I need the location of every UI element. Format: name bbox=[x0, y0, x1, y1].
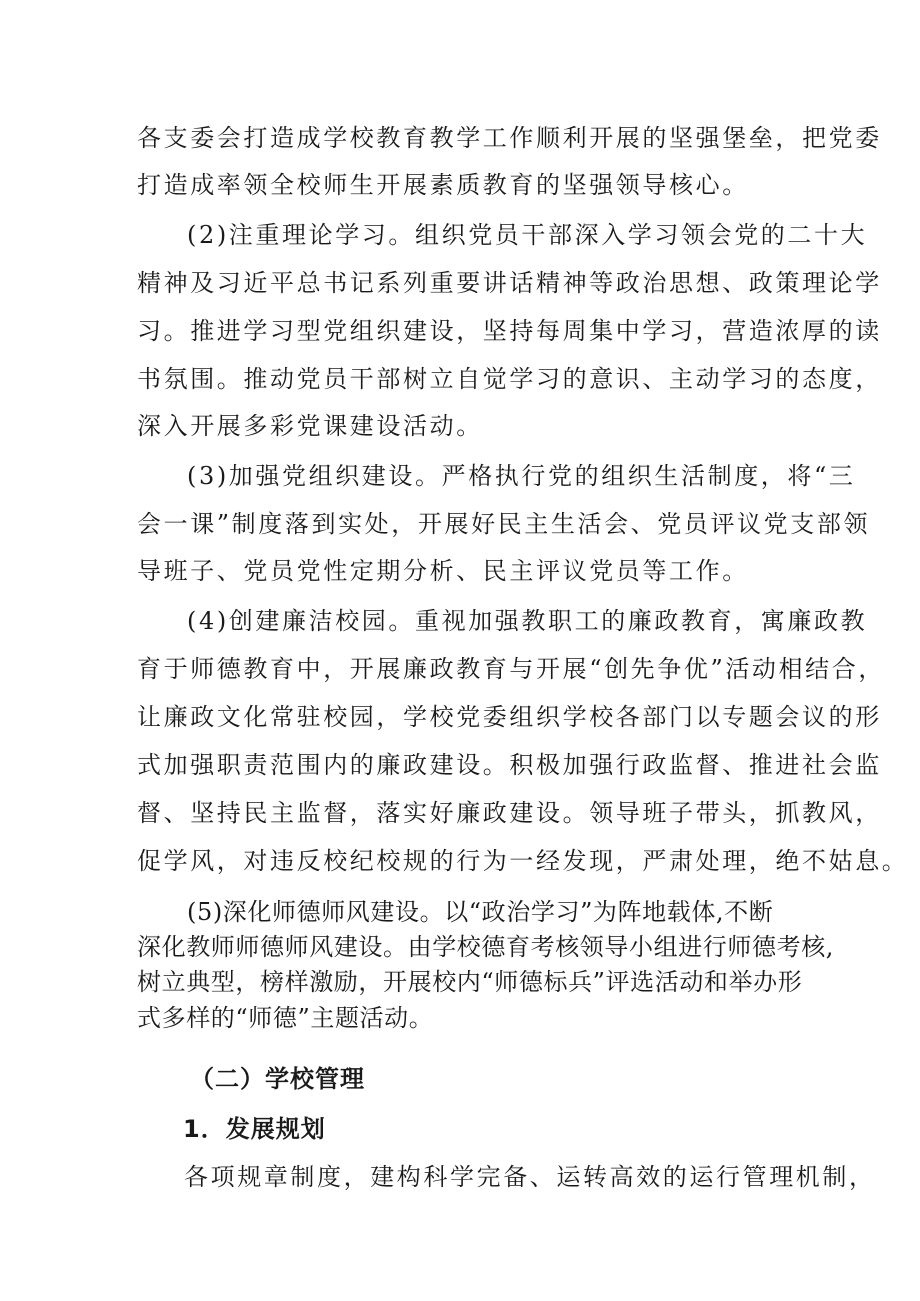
section-heading: （二）学校管理 bbox=[190, 1065, 365, 1093]
item2-line-2: 精神及习近平总书记系列重要讲话精神等政治思想、政策理论学 bbox=[137, 269, 882, 297]
item4-line-5: 督、坚持民主监督，落实好廉政建设。领导班子带头，抓教风， bbox=[137, 799, 882, 827]
item4-line-1: (4)创建廉洁校园。重视加强教职工的廉政教育，寓廉政教 bbox=[187, 607, 868, 635]
item4-line-4: 式加强职责范围内的廉政建设。积极加强行政监督、推进社会监 bbox=[137, 751, 882, 779]
item3-line-2: 会一课”制度落到实处，开展好民主生活会、党员评议党支部领 bbox=[137, 510, 871, 538]
item5-line-1: (5)深化师德师风建设。以“政治学习”为阵地载体,不断 bbox=[187, 898, 774, 926]
intro-line-1: 各支委会打造成学校教育教学工作顺利开展的坚强堡垒，把党委 bbox=[137, 124, 882, 152]
item3-line-1: (3)加强党组织建设。严格执行党的组织生活制度，将“三 bbox=[187, 462, 856, 490]
item4-line-2: 育于师德教育中，开展廉政教育与开展“创先争优”活动相结合， bbox=[137, 655, 885, 683]
item2-line-1: (2)注重理论学习。组织党员干部深入学习领会党的二十大 bbox=[187, 221, 868, 249]
item3-line-3: 导班子、党员党性定期分析、民主评议党员等工作。 bbox=[137, 557, 749, 585]
item2-line-5: 深入开展多彩党课建设活动。 bbox=[137, 412, 483, 440]
item5-line-2: 深化教师师德师风建设。由学校德育考核领导小组进行师德考核, bbox=[137, 933, 835, 961]
item4-line-6: 促学风，对违反校纪校规的行为一经发现，严肃处理，绝不姑息。 bbox=[137, 847, 909, 875]
item2-line-4: 书氛围。推动党员干部树立自觉学习的意识、主动学习的态度， bbox=[137, 365, 882, 393]
item5-line-3: 树立典型，榜样激励，开展校内“师德标兵”评选活动和举办形 bbox=[137, 968, 803, 996]
subsection-heading: 1．发展规划 bbox=[183, 1115, 326, 1143]
item4-line-3: 让廉政文化常驻校园，学校党委组织学校各部门以专题会议的形 bbox=[137, 703, 882, 731]
closing-line: 各项规章制度，建构科学完备、运转高效的运行管理机制， bbox=[184, 1163, 876, 1191]
item2-line-3: 习。推进学习型党组织建设，坚持每周集中学习，营造浓厚的读 bbox=[137, 317, 882, 345]
intro-line-2: 打造成率领全校师生开展素质教育的坚强领导核心。 bbox=[137, 171, 749, 199]
item5-line-4: 式多样的“师德”主题活动。 bbox=[137, 1004, 434, 1032]
